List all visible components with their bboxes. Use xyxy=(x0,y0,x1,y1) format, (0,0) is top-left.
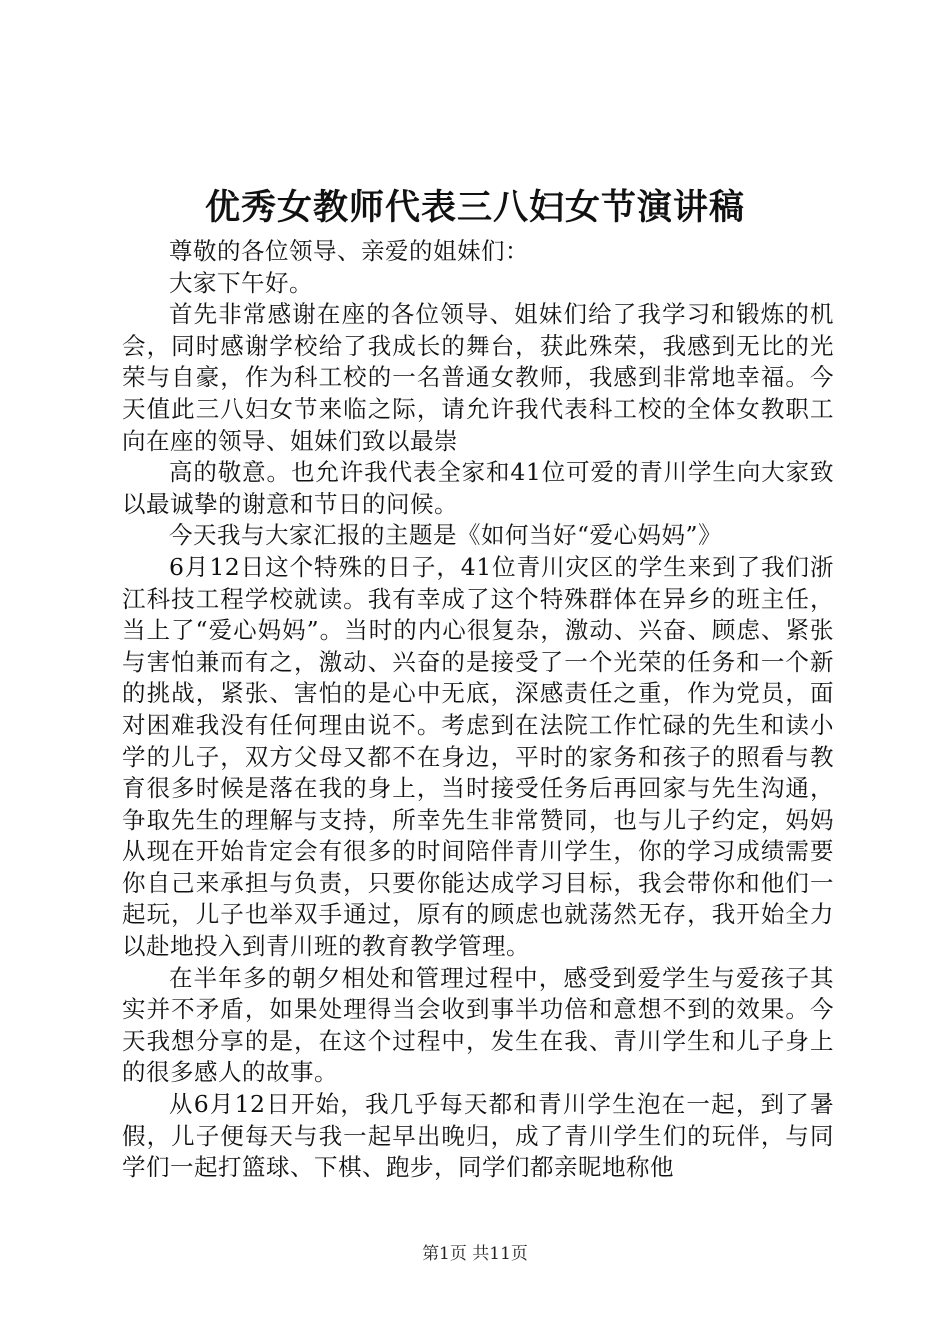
body-paragraph: 6月12日这个特殊的日子，41位青川灾区的学生来到了我们浙江科技工程学校就读。我有幸成了这个特殊群体在异乡的班主任，当上了“爱心妈妈”。当时的内心很复杂，激动、兴奋、顾虑、紧张与害怕兼而有之，激动、兴奋的是接受了一个光荣的任务和一个新的挑战，紧张、害怕的是心中无底，深感责任之重，作为党员，面对困难我没有任何理由说不。考虑到在法院工作忙碌的先生和读小学的儿子，双方父母又都不在身边，平时的家务和孩子的照看与教育很多时候是落在我的身上，当时接受任务后再回家与先生沟通，争取先生的理解与支持，所幸先生非常赞同，也与儿子约定，妈妈从现在开始肯定会有很多的时间陪伴青川学生，你的学习成绩需要你自己来承担与负责，只要你能达成学习目标，我会带你和他们一起玩，儿子也举双手通过，原有的顾虑也就荡然无存，我开始全力以赴地投入到青川班的教育教学管理。 xyxy=(122,552,834,961)
body-paragraph: 首先非常感谢在座的各位领导、姐妹们给了我学习和锻炼的机会，同时感谢学校给了我成长的舞台，获此殊荣，我感到无比的光荣与自豪，作为科工校的一名普通女教师，我感到非常地幸福。今天值此三八妇女节来临之际，请允许我代表科工校的全体女教职工向在座的领导、姐妹们致以最崇 xyxy=(122,300,834,455)
document-body xyxy=(122,236,834,1184)
document-title: 优秀女教师代表三八妇女节演讲稿 xyxy=(204,187,745,228)
body-paragraph: 从6月12日开始，我几乎每天都和青川学生泡在一起，到了暑假，儿子便每天与我一起早出晚归，成了青川学生们的玩伴，与同学们一起打篮球、下棋、跑步，同学们都亲昵地称他 xyxy=(122,1090,834,1182)
body-paragraph: 在半年多的朝夕相处和管理过程中，感受到爱学生与爱孩子其实并不矛盾，如果处理得当会收到事半功倍和意想不到的效果。今天我想分享的是，在这个过程中，发生在我、青川学生和儿子身上的很多感人的故事。 xyxy=(122,963,834,1087)
body-paragraph: 今天我与大家汇报的主题是《如何当好“爱心妈妈”》 xyxy=(169,521,723,550)
salutation-paragraph: 尊敬的各位领导、亲爱的姐妹们： xyxy=(169,237,529,265)
body-paragraph: 高的敬意。也允许我代表全家和41位可爱的青川学生向大家致以最诚挚的谢意和节日的问候。 xyxy=(122,458,834,518)
page-number-footer: 第1页 共11页 xyxy=(422,1244,528,1264)
greeting-paragraph: 大家下午好。 xyxy=(169,268,313,297)
